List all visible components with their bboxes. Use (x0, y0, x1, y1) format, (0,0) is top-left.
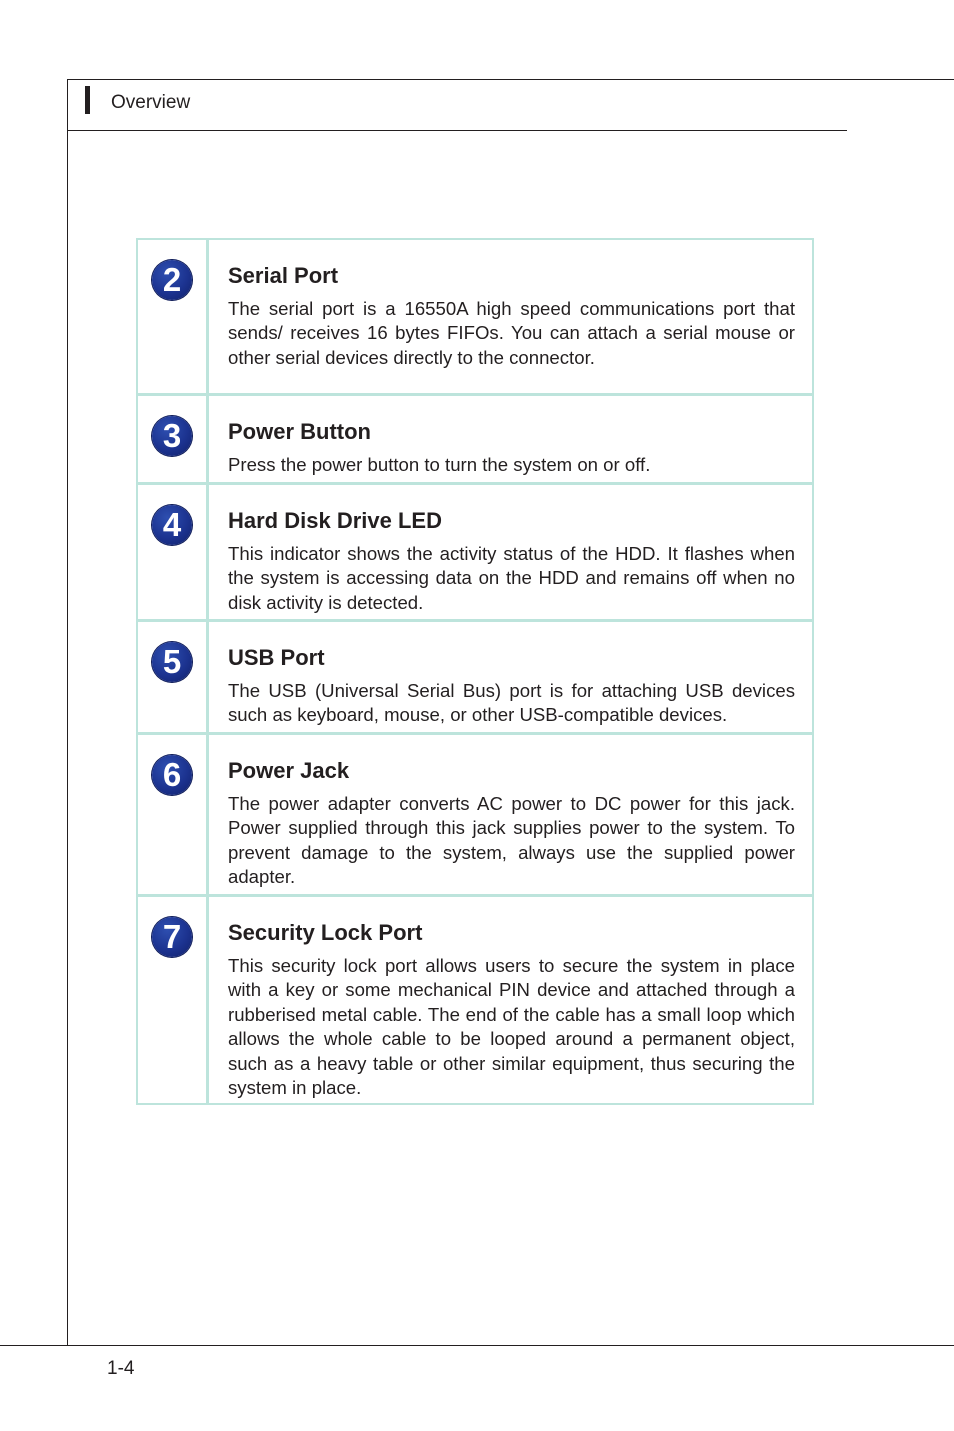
number-badge-icon: 2 (152, 260, 192, 300)
feature-title: Security Lock Port (228, 920, 423, 945)
number-badge-icon: 7 (152, 917, 192, 957)
number-badge-icon: 6 (152, 755, 192, 795)
header-marker-bar (85, 86, 90, 114)
number-badge-icon: 5 (152, 642, 192, 682)
number-cell (138, 240, 209, 393)
text-cell (209, 396, 812, 482)
feature-row-power-jack (138, 732, 812, 894)
feature-row-usb-port (138, 619, 812, 732)
feature-table (136, 238, 814, 1105)
left-margin-rule (67, 79, 68, 1346)
header-bottom-rule (67, 130, 847, 131)
text-cell (209, 485, 812, 619)
feature-row-power-button (138, 393, 812, 482)
feature-description: This security lock port allows users to secure the system in place with a key or some mechanical PIN device and attached through a rubberised metal cable. The end of the cable has a small loop which allows the whole cable to be looped around a permanent object, such as a heavy table or other similar equipment, thus securing the system in place. (228, 955, 795, 1099)
text-cell (209, 240, 812, 393)
number-badge-icon: 4 (152, 505, 192, 545)
text-cell (209, 735, 812, 894)
feature-description: The power adapter converts AC power to DC power for this jack. Power supplied through this jack supplies power to the system. To prevent damage to the system, always use the supplied power adapter. (228, 793, 795, 888)
number-cell (138, 622, 209, 732)
number-cell (138, 396, 209, 482)
number-cell (138, 485, 209, 619)
feature-title: Power Button (228, 419, 371, 444)
feature-title: USB Port (228, 645, 325, 670)
feature-description: The serial port is a 16550A high speed communications port that sends/ receives 16 bytes FIFOs. You can attach a serial mouse or other serial devices directly to the connector. (228, 298, 795, 368)
feature-row-serial-port (138, 240, 812, 393)
feature-description: Press the power button to turn the system on or off. (228, 454, 651, 475)
text-cell (209, 897, 812, 1103)
feature-description: This indicator shows the activity status of the HDD. It flashes when the system is accessing data on the HDD and remains off when no disk activity is detected. (228, 543, 795, 613)
number-cell (138, 735, 209, 894)
feature-description: The USB (Universal Serial Bus) port is for attaching USB devices such as keyboard, mouse, or other USB-compatible devices. (228, 680, 795, 726)
feature-title: Serial Port (228, 263, 339, 288)
header-top-rule (67, 79, 954, 80)
feature-row-security-lock-port (138, 894, 812, 1103)
page-number: 1-4 (107, 1358, 135, 1379)
feature-row-hdd-led (138, 482, 812, 619)
feature-title: Power Jack (228, 758, 350, 783)
section-header: Overview (111, 92, 191, 113)
text-cell (209, 622, 812, 732)
feature-title: Hard Disk Drive LED (228, 508, 442, 533)
number-badge-icon: 3 (152, 416, 192, 456)
number-cell (138, 897, 209, 1103)
footer-rule (0, 1345, 954, 1346)
